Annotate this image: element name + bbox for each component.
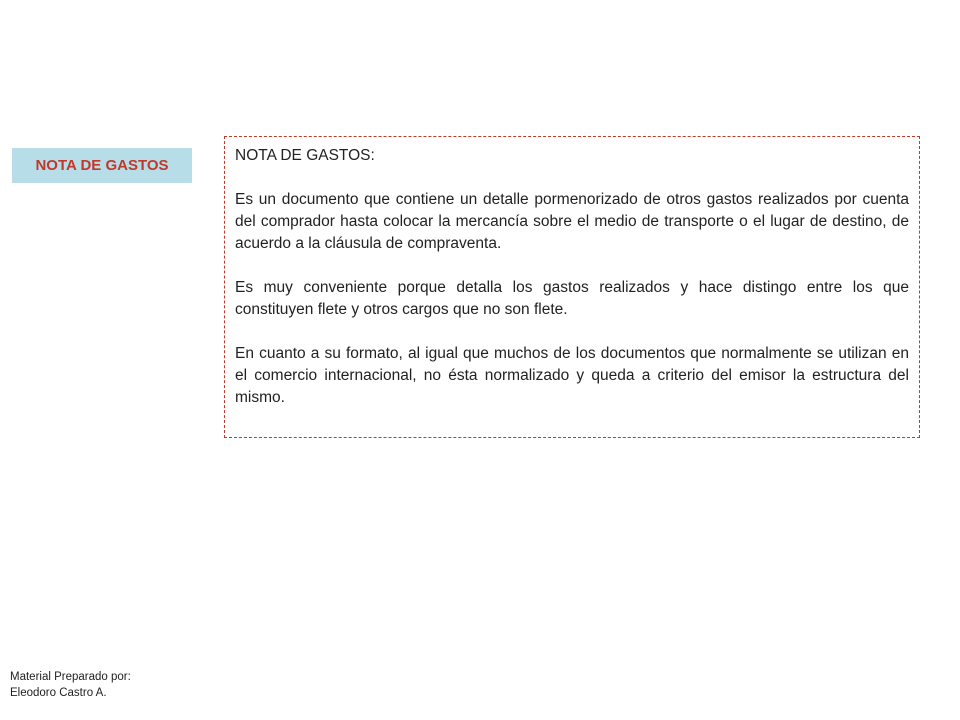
credit-line-1: Material Preparado por: <box>10 671 131 683</box>
paragraph-definition: Es un documento que contiene un detalle pormenorizado de otros gastos realizados por cuenta del comprador hasta colocar la mercancía sobre el medio de transporte o el lugar de destino, de acuerdo a la cláusula de compraventa. <box>235 191 909 252</box>
paragraph-convenience: Es muy conveniente porque detalla los gastos realizados y hace distingo entre los que constituyen flete y otros cargos que no son flete. <box>235 279 909 318</box>
section-label: NOTA DE GASTOS <box>12 148 192 183</box>
definition-box <box>224 136 920 438</box>
paragraph-format: En cuanto a su formato, al igual que muchos de los documentos que normalmente se utilizan en el comercio internacional, no ésta normalizado y queda a criterio del emisor la estructura del mismo. <box>235 345 909 406</box>
author-credit <box>10 669 131 701</box>
credit-line-2: Eleodoro Castro A. <box>10 687 107 699</box>
box-heading: NOTA DE GASTOS: <box>235 147 375 164</box>
